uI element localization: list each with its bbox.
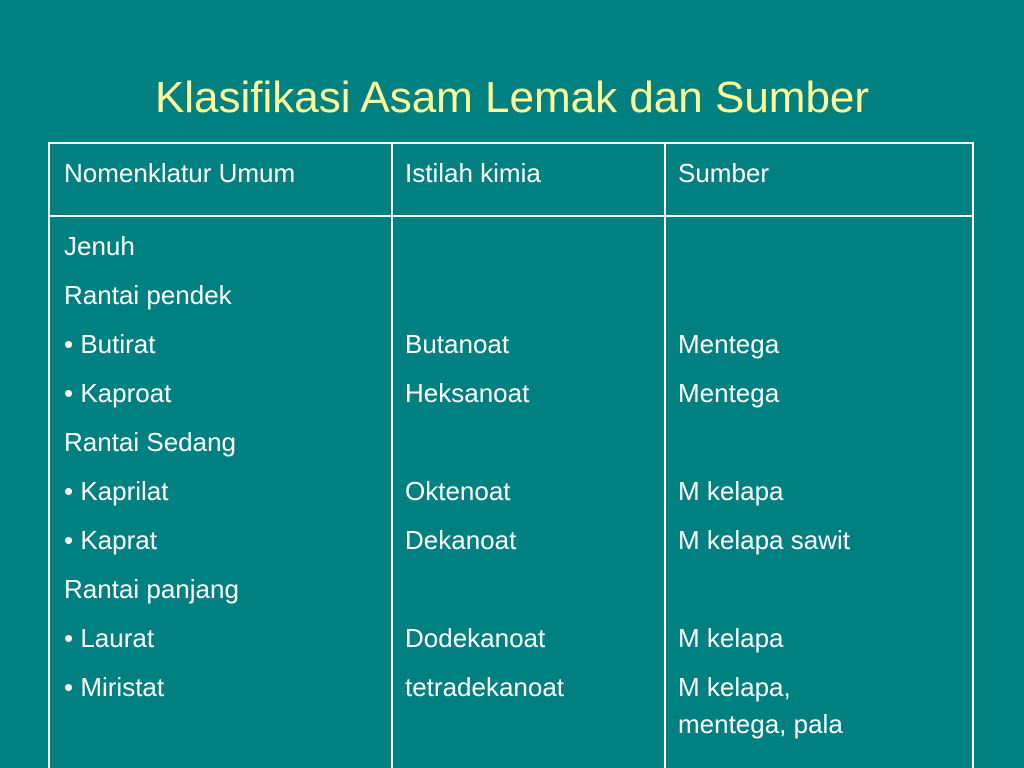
nomenklatur-cell: Rantai Sedang bbox=[64, 427, 237, 457]
istilah-kimia-cell: Dodekanoat bbox=[405, 623, 546, 653]
sumber-cell: Mentega bbox=[678, 329, 780, 359]
nomenklatur-cell: • Butirat bbox=[64, 329, 156, 359]
table-border-col2 bbox=[664, 142, 666, 768]
istilah-kimia-cell: Butanoat bbox=[405, 329, 510, 359]
nomenklatur-cell: Rantai pendek bbox=[64, 280, 232, 310]
istilah-kimia-cell: Oktenoat bbox=[405, 476, 511, 506]
istilah-kimia-cell: Dekanoat bbox=[405, 525, 517, 555]
sumber-cell-continuation: mentega, pala bbox=[678, 709, 843, 739]
sumber-cell: M kelapa sawit bbox=[678, 525, 850, 555]
nomenklatur-cell: • Kaproat bbox=[64, 378, 172, 408]
nomenklatur-cell: Jenuh bbox=[64, 231, 135, 261]
nomenklatur-cell: Rantai panjang bbox=[64, 574, 239, 604]
sumber-cell: M kelapa, bbox=[678, 672, 791, 702]
table-border-header-divider bbox=[48, 215, 974, 217]
sumber-cell: M kelapa bbox=[678, 476, 784, 506]
sumber-cell: Mentega bbox=[678, 378, 780, 408]
sumber-cell: M kelapa bbox=[678, 623, 784, 653]
istilah-kimia-cell: Heksanoat bbox=[405, 378, 530, 408]
table-border-top bbox=[48, 142, 974, 144]
table-border-col1 bbox=[391, 142, 393, 768]
nomenklatur-cell: • Miristat bbox=[64, 672, 165, 702]
istilah-kimia-cell: tetradekanoat bbox=[405, 672, 565, 702]
header-sumber: Sumber bbox=[678, 158, 770, 188]
nomenklatur-cell: • Kaprat bbox=[64, 525, 157, 555]
nomenklatur-cell: • Kaprilat bbox=[64, 476, 169, 506]
nomenklatur-cell: • Laurat bbox=[64, 623, 155, 653]
table-border-left bbox=[48, 142, 50, 768]
slide-title: Klasifikasi Asam Lemak dan Sumber bbox=[154, 73, 870, 122]
table-border-right bbox=[972, 142, 974, 768]
header-nomenklatur-umum: Nomenklatur Umum bbox=[64, 158, 296, 188]
header-istilah-kimia: Istilah kimia bbox=[405, 158, 541, 188]
